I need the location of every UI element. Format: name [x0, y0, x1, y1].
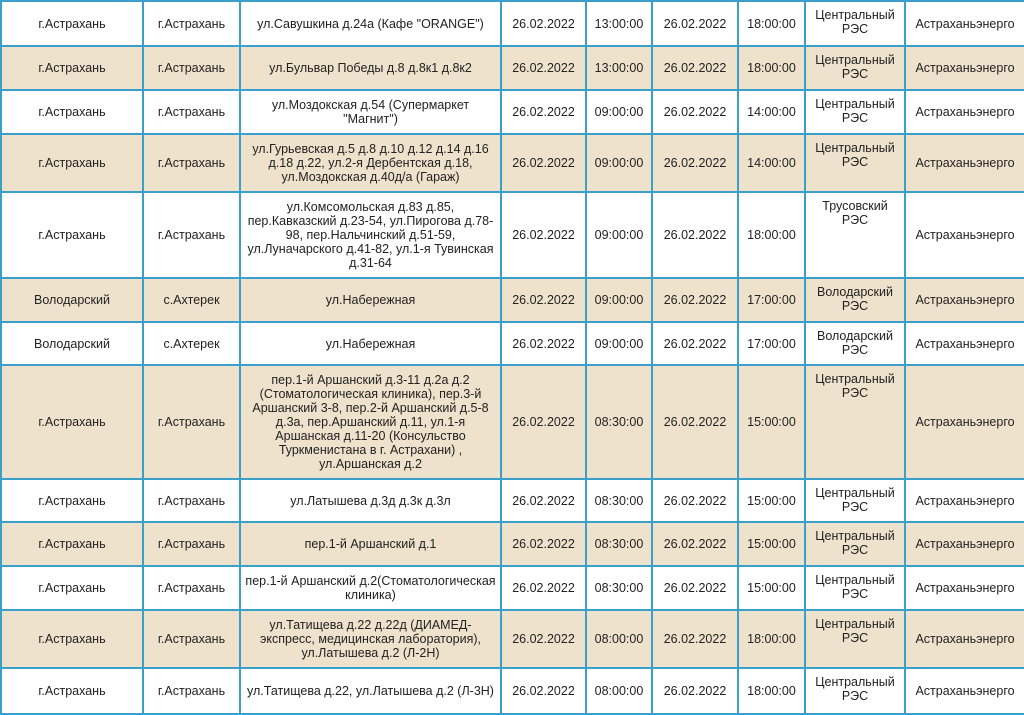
cell-org: Астраханьэнерго [905, 278, 1024, 322]
cell-address: пер.1-й Аршанский д.3-11 д.2а д.2 (Стоматологическая клиника), пер.3-й Аршанский 3-8, пер.2-й Аршанский д.5-8 д.3а, пер.Аршанский д.11, ул.1-я Аршанская д.11-20 (Консульство Туркменистана в г. Астрахани) , ул.Аршанская д.2 [240, 365, 501, 479]
cell-address: ул.Гурьевская д.5 д.8 д.10 д.12 д.14 д.16 д.18 д.22, ул.2-я Дербентская д.18, ул.Моздокская д.40д/а (Гараж) [240, 134, 501, 192]
cell-locality: г.Астрахань [143, 1, 240, 46]
cell-locality: г.Астрахань [143, 192, 240, 278]
cell-end-date: 26.02.2022 [652, 566, 738, 610]
cell-start-date: 26.02.2022 [501, 668, 586, 714]
cell-start-time: 08:30:00 [586, 479, 652, 522]
cell-start-time: 13:00:00 [586, 46, 652, 90]
cell-address: пер.1-й Аршанский д.2(Стоматологическая клиника) [240, 566, 501, 610]
cell-start-time: 09:00:00 [586, 192, 652, 278]
cell-start-time: 09:00:00 [586, 134, 652, 192]
cell-res: Володарский РЭС [805, 278, 905, 322]
cell-end-time: 18:00:00 [738, 1, 805, 46]
cell-address: ул.Татищева д.22 д.22д (ДИАМЕД-экспресс, медицинская лаборатория), ул.Латышева д.2 (Л-2Н) [240, 610, 501, 668]
cell-end-time: 18:00:00 [738, 46, 805, 90]
table-row [1, 668, 1024, 714]
cell-start-time: 08:30:00 [586, 522, 652, 566]
table-row [1, 278, 1024, 322]
cell-org: Астраханьэнерго [905, 46, 1024, 90]
cell-start-time: 08:30:00 [586, 365, 652, 479]
cell-start-time: 09:00:00 [586, 90, 652, 134]
cell-res: Центральный РЭС [805, 46, 905, 90]
cell-org: Астраханьэнерго [905, 192, 1024, 278]
cell-locality: г.Астрахань [143, 479, 240, 522]
cell-locality: г.Астрахань [143, 46, 240, 90]
cell-district: г.Астрахань [1, 90, 143, 134]
cell-address: ул.Бульвар Победы д.8 д.8к1 д.8к2 [240, 46, 501, 90]
cell-address: ул.Татищева д.22, ул.Латышева д.2 (Л-3Н) [240, 668, 501, 714]
cell-start-date: 26.02.2022 [501, 522, 586, 566]
cell-district: г.Астрахань [1, 46, 143, 90]
cell-end-time: 17:00:00 [738, 322, 805, 365]
cell-address: ул.Набережная [240, 278, 501, 322]
cell-address: ул.Моздокская д.54 (Супермаркет "Магнит") [240, 90, 501, 134]
cell-end-time: 14:00:00 [738, 134, 805, 192]
cell-end-time: 18:00:00 [738, 192, 805, 278]
cell-end-date: 26.02.2022 [652, 479, 738, 522]
cell-address: пер.1-й Аршанский д.1 [240, 522, 501, 566]
cell-district: г.Астрахань [1, 522, 143, 566]
cell-end-time: 18:00:00 [738, 668, 805, 714]
cell-org: Астраханьэнерго [905, 365, 1024, 479]
cell-start-time: 08:30:00 [586, 566, 652, 610]
cell-start-date: 26.02.2022 [501, 365, 586, 479]
cell-start-date: 26.02.2022 [501, 1, 586, 46]
cell-locality: г.Астрахань [143, 566, 240, 610]
cell-start-date: 26.02.2022 [501, 566, 586, 610]
cell-district: Володарский [1, 322, 143, 365]
cell-res: Центральный РЭС [805, 1, 905, 46]
cell-end-time: 18:00:00 [738, 610, 805, 668]
cell-locality: г.Астрахань [143, 522, 240, 566]
table-row [1, 610, 1024, 668]
cell-org: Астраханьэнерго [905, 610, 1024, 668]
cell-locality: г.Астрахань [143, 610, 240, 668]
cell-locality: г.Астрахань [143, 668, 240, 714]
cell-end-date: 26.02.2022 [652, 192, 738, 278]
cell-end-time: 15:00:00 [738, 479, 805, 522]
cell-address: ул.Набережная [240, 322, 501, 365]
table-row [1, 1, 1024, 46]
cell-district: г.Астрахань [1, 365, 143, 479]
cell-org: Астраханьэнерго [905, 322, 1024, 365]
cell-res: Трусовский РЭС [805, 192, 905, 278]
table-row [1, 192, 1024, 278]
cell-end-date: 26.02.2022 [652, 46, 738, 90]
table-body [1, 1, 1024, 714]
cell-end-date: 26.02.2022 [652, 668, 738, 714]
cell-end-time: 14:00:00 [738, 90, 805, 134]
cell-district: Володарский [1, 278, 143, 322]
cell-district: г.Астрахань [1, 668, 143, 714]
cell-res: Володарский РЭС [805, 322, 905, 365]
table-row [1, 479, 1024, 522]
cell-start-time: 13:00:00 [586, 1, 652, 46]
cell-end-date: 26.02.2022 [652, 522, 738, 566]
cell-res: Центральный РЭС [805, 365, 905, 479]
table-row [1, 566, 1024, 610]
cell-start-time: 09:00:00 [586, 278, 652, 322]
cell-locality: с.Ахтерек [143, 278, 240, 322]
cell-end-date: 26.02.2022 [652, 1, 738, 46]
cell-start-time: 08:00:00 [586, 668, 652, 714]
cell-org: Астраханьэнерго [905, 668, 1024, 714]
cell-start-date: 26.02.2022 [501, 134, 586, 192]
table-row [1, 365, 1024, 479]
cell-org: Астраханьэнерго [905, 1, 1024, 46]
cell-start-date: 26.02.2022 [501, 278, 586, 322]
table-row [1, 90, 1024, 134]
cell-district: г.Астрахань [1, 1, 143, 46]
cell-end-time: 15:00:00 [738, 522, 805, 566]
cell-district: г.Астрахань [1, 479, 143, 522]
cell-end-date: 26.02.2022 [652, 610, 738, 668]
cell-locality: с.Ахтерек [143, 322, 240, 365]
cell-end-date: 26.02.2022 [652, 278, 738, 322]
cell-locality: г.Астрахань [143, 365, 240, 479]
cell-district: г.Астрахань [1, 610, 143, 668]
cell-start-time: 09:00:00 [586, 322, 652, 365]
table-row [1, 522, 1024, 566]
table-row [1, 322, 1024, 365]
table-row [1, 134, 1024, 192]
cell-org: Астраханьэнерго [905, 134, 1024, 192]
cell-end-date: 26.02.2022 [652, 322, 738, 365]
cell-end-date: 26.02.2022 [652, 365, 738, 479]
cell-locality: г.Астрахань [143, 90, 240, 134]
cell-res: Центральный РЭС [805, 90, 905, 134]
cell-start-date: 26.02.2022 [501, 192, 586, 278]
cell-district: г.Астрахань [1, 192, 143, 278]
cell-org: Астраханьэнерго [905, 522, 1024, 566]
cell-address: ул.Комсомольская д.83 д.85, пер.Кавказский д.23-54, ул.Пирогова д.78-98, пер.Нальчинский д.51-59, ул.Луначарского д.41-82, ул.1-я Тувинская д.31-64 [240, 192, 501, 278]
cell-start-date: 26.02.2022 [501, 610, 586, 668]
cell-start-date: 26.02.2022 [501, 46, 586, 90]
cell-start-date: 26.02.2022 [501, 479, 586, 522]
table-row [1, 46, 1024, 90]
cell-start-date: 26.02.2022 [501, 322, 586, 365]
cell-res: Центральный РЭС [805, 610, 905, 668]
cell-start-time: 08:00:00 [586, 610, 652, 668]
cell-locality: г.Астрахань [143, 134, 240, 192]
cell-res: Центральный РЭС [805, 566, 905, 610]
cell-start-date: 26.02.2022 [501, 90, 586, 134]
cell-address: ул.Латышева д.3д д.3к д.3л [240, 479, 501, 522]
cell-end-time: 15:00:00 [738, 365, 805, 479]
cell-district: г.Астрахань [1, 566, 143, 610]
cell-res: Центральный РЭС [805, 134, 905, 192]
cell-end-date: 26.02.2022 [652, 134, 738, 192]
cell-end-time: 15:00:00 [738, 566, 805, 610]
cell-end-date: 26.02.2022 [652, 90, 738, 134]
cell-res: Центральный РЭС [805, 522, 905, 566]
cell-org: Астраханьэнерго [905, 90, 1024, 134]
cell-org: Астраханьэнерго [905, 566, 1024, 610]
cell-district: г.Астрахань [1, 134, 143, 192]
cell-res: Центральный РЭС [805, 668, 905, 714]
cell-end-time: 17:00:00 [738, 278, 805, 322]
cell-address: ул.Савушкина д.24а (Кафе "ORANGE") [240, 1, 501, 46]
cell-res: Центральный РЭС [805, 479, 905, 522]
cell-org: Астраханьэнерго [905, 479, 1024, 522]
